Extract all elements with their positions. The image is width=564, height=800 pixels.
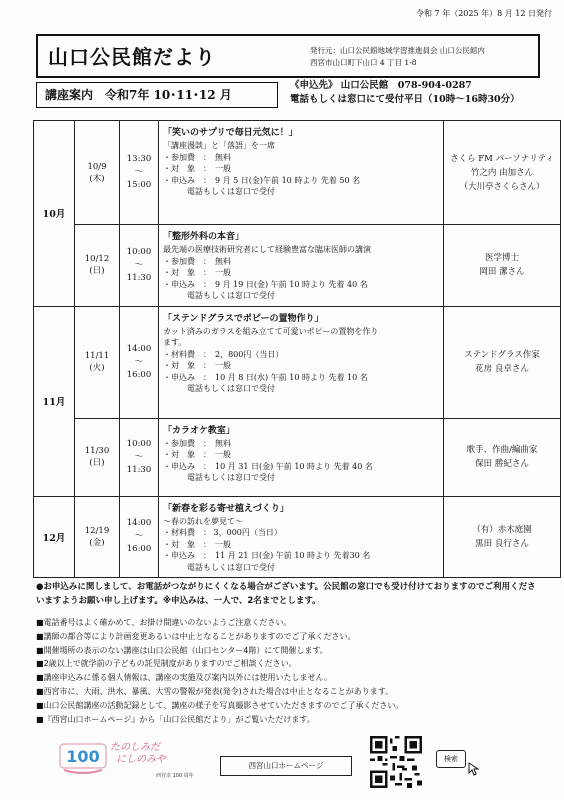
note-item: ■ 講座申込みに係る個人情報は、講座の実施及び案内以外には使用いたしません。 xyxy=(36,671,556,685)
logo-text: 100 xyxy=(66,747,100,766)
lecturer-cell xyxy=(444,496,561,578)
course-row xyxy=(34,496,561,578)
lecturer-cell xyxy=(444,306,561,418)
course-row xyxy=(34,225,561,307)
lecturer-cell xyxy=(444,121,561,225)
date-cell xyxy=(75,121,120,225)
course-title: 「ステンドグラスでポピーの置物作り」 xyxy=(163,313,324,324)
date-cell xyxy=(75,418,120,496)
lecturer-line: 歌手、作曲/編曲家 xyxy=(466,445,538,455)
course-detail-line: 電話もしくは窓口で受付 xyxy=(163,384,275,393)
lecturer-line: さくら FM パーソナリティ xyxy=(450,153,554,164)
schedule-table xyxy=(33,120,561,578)
slogan-line2: にしのみや xyxy=(116,754,166,765)
course-title: 「整形外科の本音」 xyxy=(163,232,245,242)
course-time-start: 13:30 xyxy=(126,154,152,164)
course-time-start: 14:00 xyxy=(126,518,152,529)
note-item: ■ 西宮市に、大雨、洪水、暴風、大雪の警報が発表(発令)された場合は中止となることがあります。 xyxy=(36,685,556,699)
course-heading: 講座案内 令和7年 10･11･12 月 xyxy=(45,88,232,102)
header-box xyxy=(36,34,540,78)
course-detail-line: ・参加費 ： 無料 xyxy=(163,256,231,266)
lecturer-line: 花房 良卓さん xyxy=(475,364,529,374)
content-cell xyxy=(159,225,444,307)
note-item: ■ 開催場所の表示のない講座は山口公民館（山口センター4階）にて開催します。 xyxy=(36,644,556,658)
course-time-start: 10:00 xyxy=(126,246,152,257)
course-day: (火) xyxy=(89,363,105,373)
pointer-cursor-icon xyxy=(468,762,480,776)
lecturer-line: 医学博士 xyxy=(484,253,519,264)
course-detail-line: ・対 象 ： 一般 xyxy=(163,361,231,370)
note-item: ■ 講師の都合等により計画変更あるいは中止となることがありますのでご了承ください。 xyxy=(36,630,556,644)
content-cell xyxy=(159,121,444,225)
issue-date: 令和 7 年（2025 年）8 月 12 日発行 xyxy=(416,9,552,18)
date-cell xyxy=(75,496,120,578)
course-time-start: 14:00 xyxy=(126,343,152,354)
note-item: ■ 山口公民館講座の活動記録として、講座の様子を写真撮影させていただきますのでご了承ください。 xyxy=(36,699,556,713)
lecturer-line: 岡田 潔さん xyxy=(479,267,525,278)
course-time-end: 15:00 xyxy=(126,180,152,190)
course-detail-line: ・申込み ： 11 月 21 日(金) 午前 10 時より 先着30 名 xyxy=(163,551,371,560)
course-detail-line: ます。 xyxy=(163,338,187,347)
course-detail-line: ・申込み ： 9 月 5 日(金)午前 10 時より 先着 50 名 xyxy=(163,175,361,185)
course-detail-line: 電話もしくは窓口で受付 xyxy=(163,187,275,196)
lecturer-cell xyxy=(444,225,561,307)
course-title: 「笑いのサプリで毎日元気に！」 xyxy=(163,128,298,138)
course-date: 11/11 xyxy=(84,351,110,361)
course-detail-line: ・材料費 ： 3，000円（当日） xyxy=(163,528,282,537)
month-cell: 10月 xyxy=(34,121,75,307)
course-time-end: 16:00 xyxy=(126,544,152,555)
note-item: ■ 『西宮山口ホームページ』から「山口公民館だより」がご覧いただけます。 xyxy=(36,713,556,727)
course-row xyxy=(34,418,561,496)
issuer-line1: 発行元：山口公民館地域学習推進員会 山口公民館内 xyxy=(310,46,485,55)
course-detail-line: ・申込み ： 9 月 19 日(金) 午前 10 時より 先着 40 名 xyxy=(163,279,368,289)
time-cell xyxy=(120,225,159,307)
lecturer-line: （有）赤木庭園 xyxy=(472,524,532,535)
month-cell: 12月 xyxy=(34,496,75,578)
content-cell xyxy=(159,496,444,578)
apply-info xyxy=(290,79,520,107)
course-date: 12/19 xyxy=(84,525,110,536)
course-detail-line: 「講座漫談」と「落語」を一席 xyxy=(163,141,275,150)
course-day: (金) xyxy=(89,537,105,548)
slogan-sub: 西宮市 100 周年 xyxy=(156,773,194,779)
homepage-search-box[interactable]: 西宮山口ホームページ xyxy=(220,756,352,776)
course-heading-box xyxy=(36,82,278,108)
time-cell xyxy=(120,496,159,578)
page-title: 山口公民館だより xyxy=(48,45,216,69)
lecturer-line: ステンドグラス作家 xyxy=(464,350,540,360)
course-detail-line: ・申込み ： 10 月 8 日(水) 午前 10 時より 先着 10 名 xyxy=(163,372,368,382)
time-cell xyxy=(120,306,159,418)
lecturer-line: 竹之内 由加さん xyxy=(470,167,534,178)
course-detail-line: ・対 象 ： 一般 xyxy=(163,539,231,549)
issuer-info xyxy=(310,45,485,69)
month-cell: 11月 xyxy=(34,306,75,496)
slogan-line1: たのしみだ xyxy=(110,742,160,753)
date-cell xyxy=(75,306,120,418)
lecturer-line: （大川亭さくらさん） xyxy=(459,181,545,192)
anniversary-logo xyxy=(58,740,108,776)
course-detail-line: 電話もしくは窓口で受付 xyxy=(163,473,275,482)
content-cell xyxy=(159,306,444,418)
content-cell xyxy=(159,418,444,496)
main-note: ●お申込みに関しまして、お電話がつながりにくくなる場合がございます。公民館の窓口でも受け付けておりますのでご利用くださいますようお願い申し上げます。※申込みは、一人で、2名までとします。 xyxy=(36,582,536,606)
course-detail-line: 最先端の医療技術研究者にして経験豊富な臨床医師の講演 xyxy=(163,245,371,254)
qr-code-icon[interactable] xyxy=(370,736,422,788)
course-day: (日) xyxy=(89,458,105,468)
course-date: 11/30 xyxy=(84,446,110,456)
course-date: 10/12 xyxy=(84,254,110,265)
course-day: (木) xyxy=(89,173,105,184)
date-cell xyxy=(75,225,120,307)
course-time-tilde: ～ xyxy=(134,531,144,542)
apply-line1: 《申込先》 山口公民館 078-904-0287 xyxy=(290,80,472,91)
time-cell xyxy=(120,121,159,225)
course-detail-line: 電話もしくは窓口で受付 xyxy=(163,291,275,300)
course-title: 「カラオケ教室」 xyxy=(163,425,235,436)
time-cell xyxy=(120,418,159,496)
note-item: ■ 電話番号はよく確かめて、お掛け間違いのないようご注意ください。 xyxy=(36,616,556,630)
course-time-end: 16:00 xyxy=(126,369,152,380)
course-detail-line: ・対 象 ： 一般 xyxy=(163,164,231,173)
lecturer-line: 黒田 良行さん xyxy=(475,538,529,549)
course-detail-line: ・対 象 ： 一般 xyxy=(163,268,231,277)
notes-list xyxy=(36,616,556,726)
apply-line2: 電話もしくは窓口にて受付平日（10時～16時30分） xyxy=(290,94,520,105)
issuer-line2: 西宮市山口町下山口 4 丁目 1-8 xyxy=(310,58,417,67)
course-time-start: 10:00 xyxy=(126,438,152,449)
course-detail-line: ・対 象 ： 一般 xyxy=(163,450,231,459)
course-detail-line: ・申込み ： 10 月 31 日(金) 午前 10 時より 先着 40 名 xyxy=(163,461,373,471)
course-detail-line: カット済みのガラスを組み立てて可愛いポピーの置物を作り xyxy=(163,326,379,336)
note-item: ■ 2歳以上で就学前の子どもの託児制度がありますのでご相談ください。 xyxy=(36,657,556,671)
lecturer-line: 保田 勝紀さん xyxy=(475,459,529,469)
course-time-end: 11:30 xyxy=(126,464,152,475)
course-title: 「新春を彩る寄せ植えづくり」 xyxy=(163,503,289,514)
search-button[interactable]: 検索 xyxy=(436,750,466,768)
course-row xyxy=(34,306,561,418)
course-detail-line: ・参加費 ： 無料 xyxy=(163,438,231,448)
course-row xyxy=(34,121,561,225)
course-detail-line: ・材料費 ： 2，800円（当日） xyxy=(163,349,284,359)
course-time-tilde: ～ xyxy=(134,356,144,367)
lecturer-cell xyxy=(444,418,561,496)
course-date: 10/9 xyxy=(87,161,107,172)
course-time-tilde: ～ xyxy=(134,259,144,270)
course-time-tilde: ～ xyxy=(134,167,144,177)
course-detail-line: ・参加費 ： 無料 xyxy=(163,152,231,162)
slogan xyxy=(110,742,166,766)
course-detail-line: ～春の訪れを夢見て～ xyxy=(163,516,243,526)
course-time-end: 11:30 xyxy=(126,272,152,283)
course-time-tilde: ～ xyxy=(134,451,144,462)
course-day: (日) xyxy=(89,266,105,277)
course-detail-line: 電話もしくは窓口で受付 xyxy=(163,562,275,572)
